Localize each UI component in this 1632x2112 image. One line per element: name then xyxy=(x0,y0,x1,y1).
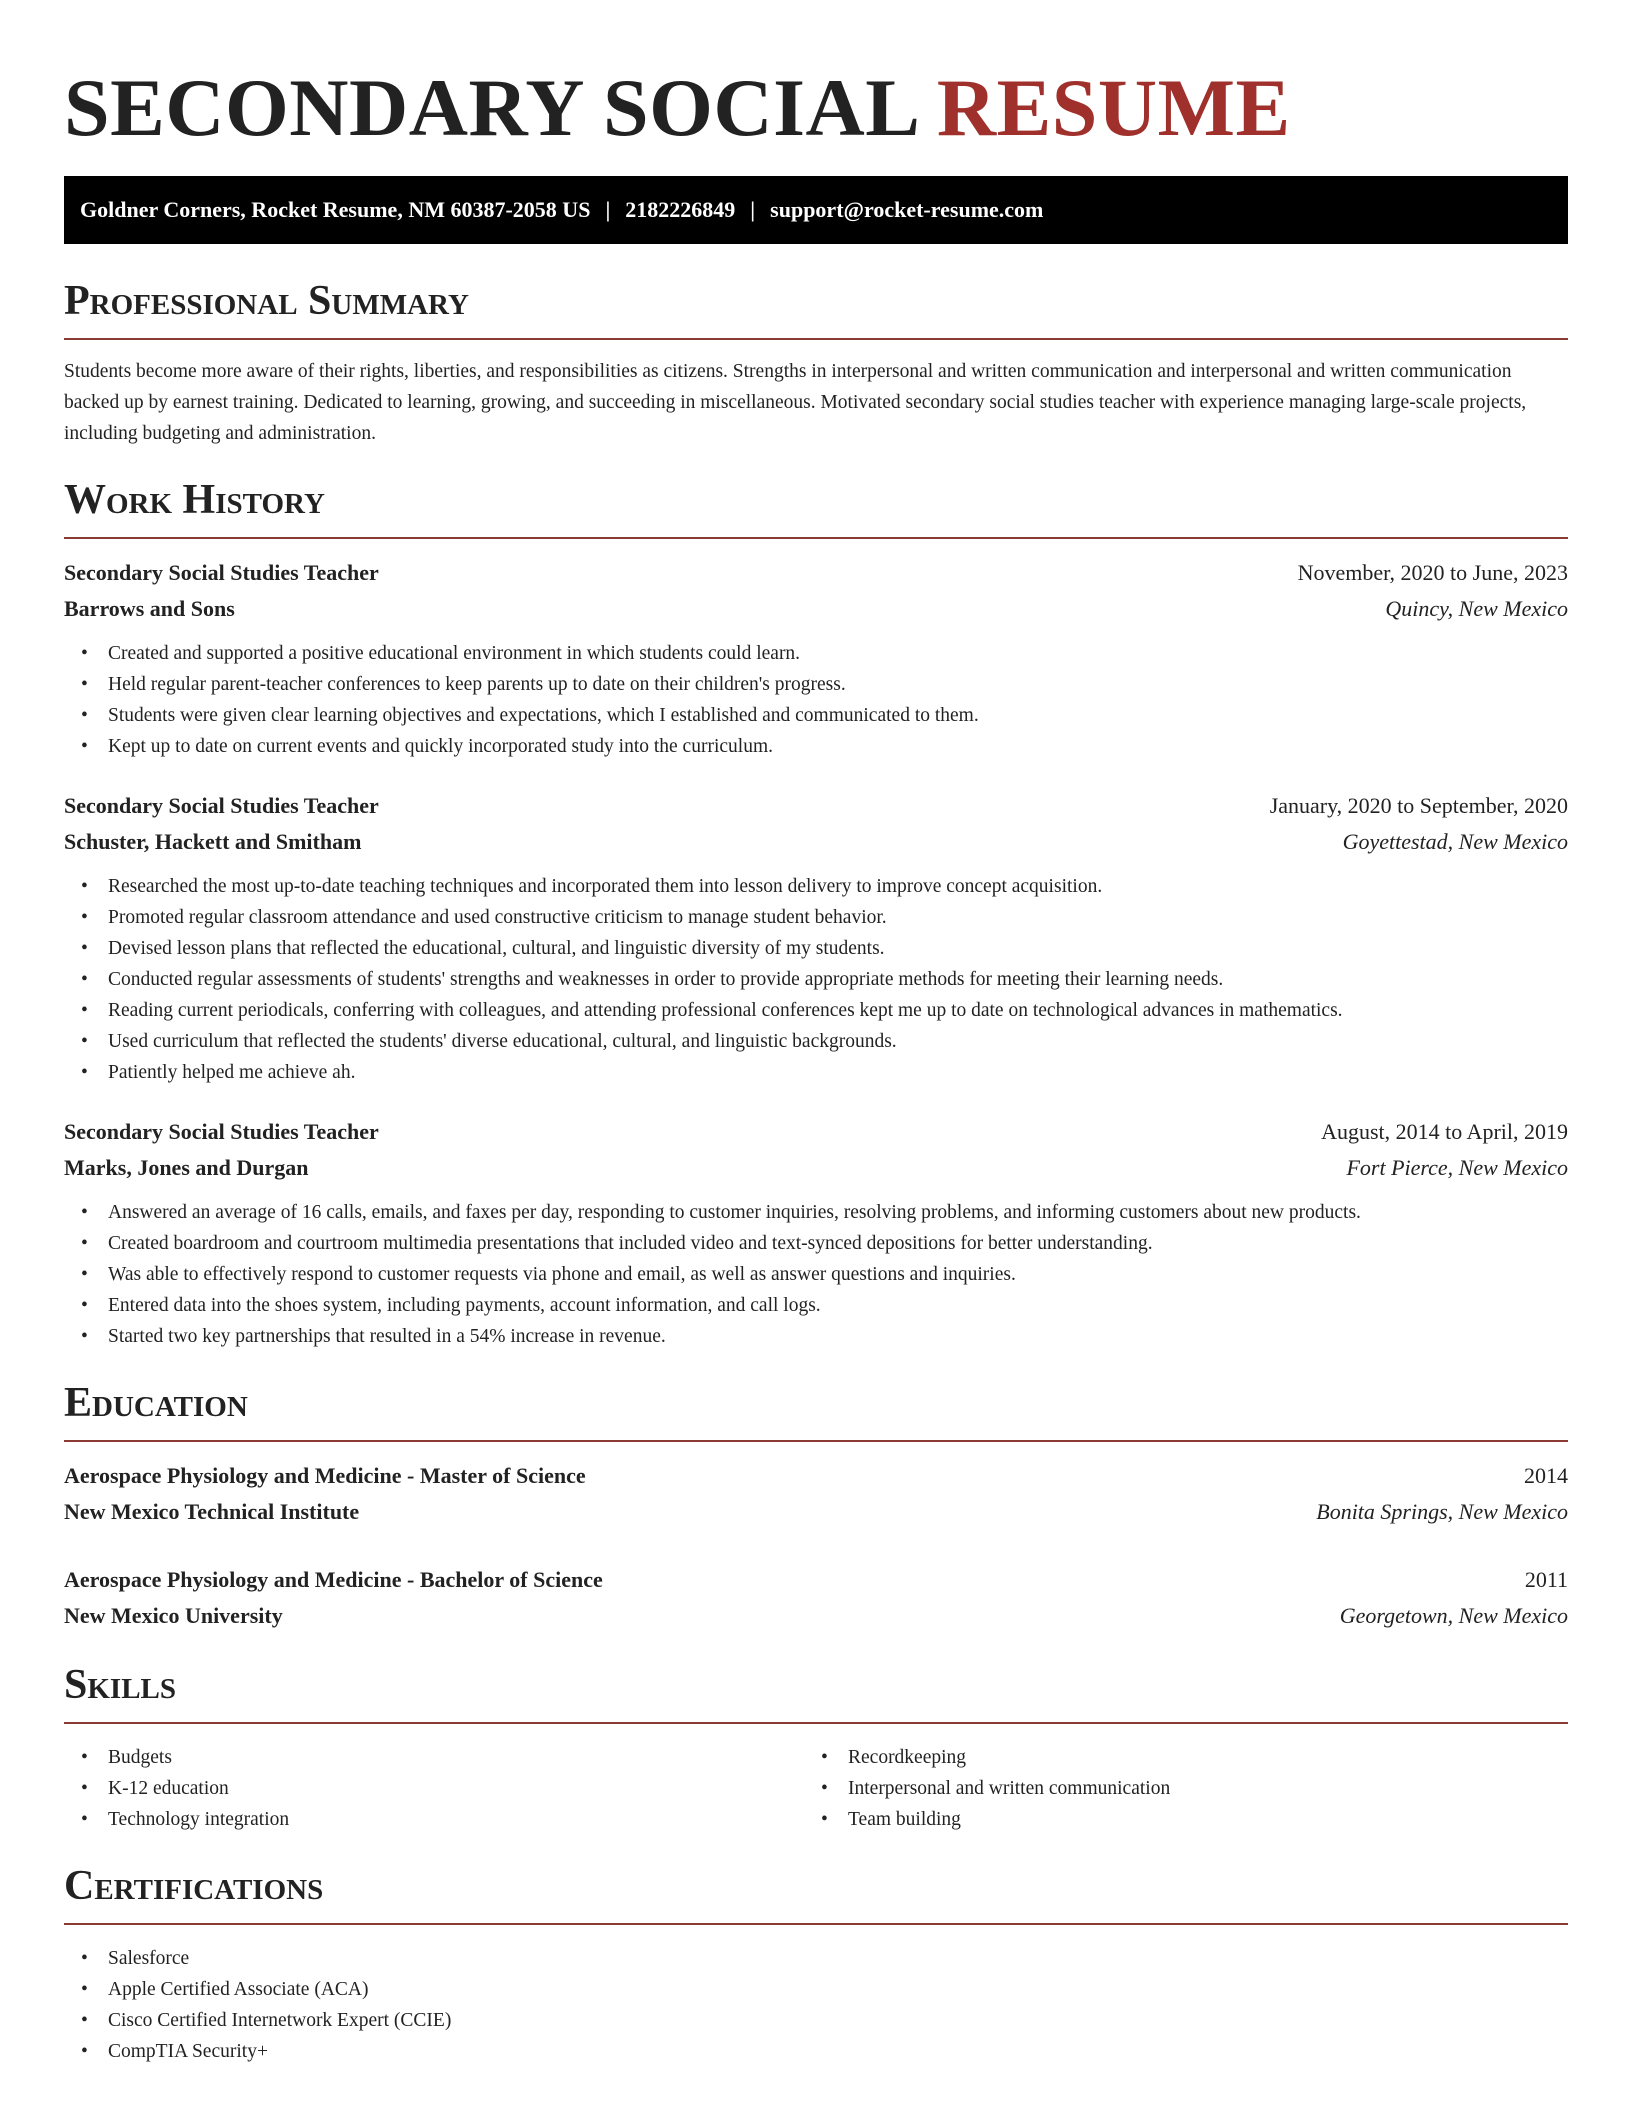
skill-item: • Interpersonal and written communication xyxy=(804,1773,1544,1804)
certifications-list xyxy=(64,1943,1568,2067)
skills-column-right xyxy=(804,1742,1544,1835)
skill-item: • Team building xyxy=(804,1804,1544,1835)
resume-name-heading xyxy=(64,58,1568,158)
job-company: Barrows and Sons xyxy=(64,596,235,621)
certification-item: • Apple Certified Associate (ACA) xyxy=(64,1974,1568,2005)
section-divider xyxy=(64,537,1568,539)
section-title-summary: Professional Summary xyxy=(64,278,469,324)
section-divider xyxy=(64,1923,1568,1925)
skills-column-left xyxy=(64,1742,804,1835)
education-section xyxy=(64,1376,1568,1634)
contact-bar xyxy=(64,176,1568,244)
section-divider xyxy=(64,1440,1568,1442)
skill-item: • Technology integration xyxy=(64,1804,804,1835)
job-bullets xyxy=(64,1197,1568,1352)
section-title-certifications: Certifications xyxy=(64,1863,324,1909)
contact-address: Goldner Corners, Rocket Resume, NM 60387-2058 US xyxy=(80,197,591,222)
contact-separator: | xyxy=(605,197,611,222)
summary-text: Students become more aware of their rights, liberties, and responsibilities as citizens. Strengths in interpersonal and written communication and interpersonal and written communication backed up by earnest training. Dedicated to learning, growing, and succeeding in miscellaneous. Motivated secondary social studies teacher with experience managing large-scale projects, including budgeting and administration. xyxy=(64,361,1527,444)
job-entry xyxy=(64,1114,1568,1352)
job-dates: November, 2020 to June, 2023 xyxy=(1297,560,1568,585)
job-dates: August, 2014 to April, 2019 xyxy=(1321,1119,1568,1144)
job-bullet: • Conducted regular assessments of students' strengths and weaknesses in order to provide appropriate methods for meeting their learning needs. xyxy=(64,964,1568,995)
job-bullet: • Kept up to date on current events and quickly incorporated study into the curriculum. xyxy=(64,731,1568,762)
job-bullet: • Held regular parent-teacher conferences to keep parents up to date on their children's progress. xyxy=(64,669,1568,700)
job-entry xyxy=(64,555,1568,762)
skills-grid xyxy=(64,1742,1568,1835)
certification-item: • CompTIA Security+ xyxy=(64,2036,1568,2067)
work-history-section xyxy=(64,473,1568,1352)
job-bullet: • Researched the most up-to-date teaching techniques and incorporated them into lesson delivery to improve concept acquisition. xyxy=(64,871,1568,902)
education-school: New Mexico University xyxy=(64,1603,283,1628)
skill-item: • K-12 education xyxy=(64,1773,804,1804)
education-location: Georgetown, New Mexico xyxy=(1339,1603,1568,1628)
job-title: Secondary Social Studies Teacher xyxy=(64,793,379,818)
section-title-skills: Skills xyxy=(64,1662,177,1708)
job-bullet: • Reading current periodicals, conferring with colleagues, and attending professional conferences kept me up to date on technological advances in mathematics. xyxy=(64,995,1568,1026)
resume-page xyxy=(64,0,1568,2067)
certification-item: • Cisco Certified Internetwork Expert (CCIE) xyxy=(64,2005,1568,2036)
job-title: Secondary Social Studies Teacher xyxy=(64,560,379,585)
job-bullet: • Entered data into the shoes system, including payments, account information, and call logs. xyxy=(64,1290,1568,1321)
job-bullet: • Started two key partnerships that resulted in a 54% increase in revenue. xyxy=(64,1321,1568,1352)
skill-item: • Budgets xyxy=(64,1742,804,1773)
job-bullet: • Students were given clear learning objectives and expectations, which I established and communicated to them. xyxy=(64,700,1568,731)
education-degree: Aerospace Physiology and Medicine - Master of Science xyxy=(64,1463,586,1488)
job-bullet: • Was able to effectively respond to customer requests via phone and email, as well as answer questions and inquiries. xyxy=(64,1259,1568,1290)
job-title: Secondary Social Studies Teacher xyxy=(64,1119,379,1144)
job-dates: January, 2020 to September, 2020 xyxy=(1269,793,1568,818)
job-bullets xyxy=(64,871,1568,1088)
skills-section xyxy=(64,1658,1568,1835)
job-bullet: • Patiently helped me achieve ah. xyxy=(64,1057,1568,1088)
job-bullet: • Used curriculum that reflected the students' diverse educational, cultural, and linguistic backgrounds. xyxy=(64,1026,1568,1057)
job-bullet: • Answered an average of 16 calls, emails, and faxes per day, responding to customer inquiries, resolving problems, and informing customers about new products. xyxy=(64,1197,1568,1228)
skill-item: • Recordkeeping xyxy=(804,1742,1544,1773)
education-year: 2014 xyxy=(1524,1463,1568,1488)
section-divider xyxy=(64,338,1568,340)
job-bullet: • Devised lesson plans that reflected the educational, cultural, and linguistic diversity of my students. xyxy=(64,933,1568,964)
job-company: Schuster, Hackett and Smitham xyxy=(64,829,362,854)
job-entry xyxy=(64,788,1568,1088)
contact-email: support@rocket-resume.com xyxy=(770,197,1044,222)
section-title-education: Education xyxy=(64,1380,248,1426)
contact-phone: 2182226849 xyxy=(625,197,736,222)
contact-separator: | xyxy=(750,197,756,222)
summary-section xyxy=(64,274,1568,449)
education-entry xyxy=(64,1562,1568,1634)
job-company: Marks, Jones and Durgan xyxy=(64,1155,309,1180)
education-entry xyxy=(64,1458,1568,1530)
job-location: Fort Pierce, New Mexico xyxy=(1346,1155,1568,1180)
job-bullet: • Promoted regular classroom attendance and used constructive criticism to manage student behavior. xyxy=(64,902,1568,933)
education-school: New Mexico Technical Institute xyxy=(64,1499,360,1524)
name-part-2: RESUME xyxy=(936,62,1291,153)
job-location: Quincy, New Mexico xyxy=(1385,596,1568,621)
education-year: 2011 xyxy=(1524,1567,1568,1592)
job-bullet: • Created and supported a positive educational environment in which students could learn. xyxy=(64,638,1568,669)
job-bullets xyxy=(64,638,1568,762)
job-bullet: • Created boardroom and courtroom multimedia presentations that included video and text-synced depositions for better understanding. xyxy=(64,1228,1568,1259)
education-degree: Aerospace Physiology and Medicine - Bachelor of Science xyxy=(64,1567,603,1592)
section-divider xyxy=(64,1722,1568,1724)
certification-item: • Salesforce xyxy=(64,1943,1568,1974)
job-location: Goyettestad, New Mexico xyxy=(1342,829,1568,854)
name-part-1: SECONDARY SOCIAL xyxy=(64,62,916,153)
education-location: Bonita Springs, New Mexico xyxy=(1316,1499,1568,1524)
certifications-section xyxy=(64,1859,1568,2067)
section-title-work-history: Work History xyxy=(64,477,325,523)
